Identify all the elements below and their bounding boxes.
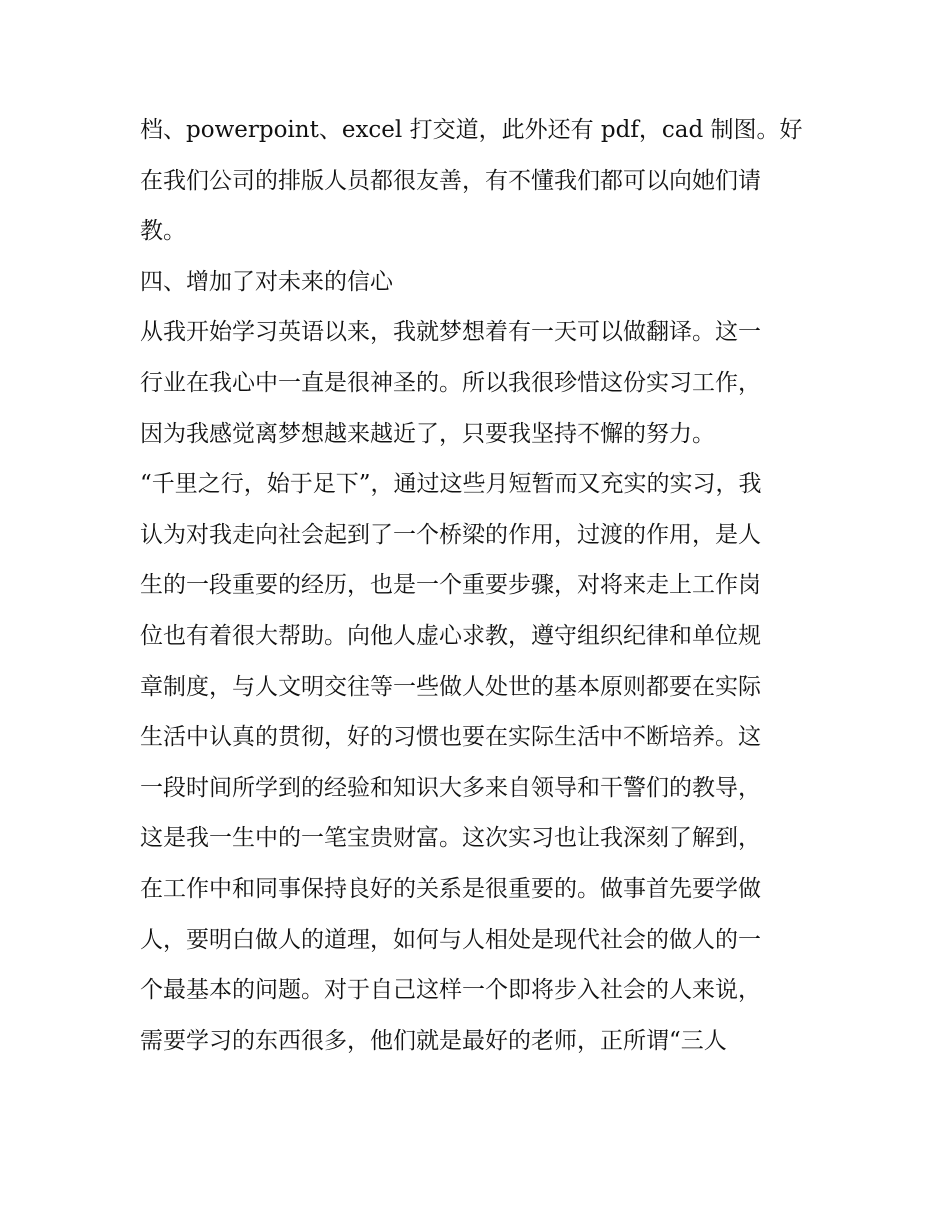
text-line: 生活中认真的贯彻，好的习惯也要在实际生活中不断培养。这 <box>140 724 761 751</box>
text-line: 档、powerpoint、excel 打交道，此外还有 pdf，cad 制图。好 <box>140 117 803 143</box>
text-line: 这是我一生中的一笔宝贵财富。这次实习也让我深刻了解到， <box>140 825 761 852</box>
text-line: 需要学习的东西很多，他们就是最好的老师，正所谓“三人 <box>140 1027 727 1054</box>
text-line: 生的一段重要的经历，也是一个重要步骤，对将来走上工作岗 <box>140 572 761 599</box>
text-line: 在工作中和同事保持良好的关系是很重要的。做事首先要学做 <box>140 875 761 902</box>
section-heading: 四、增加了对未来的信心 <box>140 268 393 295</box>
text-line: 从我开始学习英语以来，我就梦想着有一天可以做翻译。这一 <box>140 319 761 346</box>
text-line: 在我们公司的排版人员都很友善，有不懂我们都可以向她们请 <box>140 167 761 194</box>
text-line: 因为我感觉离梦想越来越近了，只要我坚持不懈的努力。 <box>140 420 715 447</box>
text-line: 一段时间所学到的经验和知识大多来自领导和干警们的教导， <box>140 774 761 801</box>
body-text <box>140 105 820 1066</box>
text-line: 章制度，与人文明交往等一些做人处世的基本原则都要在实际 <box>140 673 761 700</box>
text-line: 认为对我走向社会起到了一个桥梁的作用，过渡的作用，是人 <box>140 521 761 548</box>
text-line: 教。 <box>140 218 186 245</box>
text-line: 行业在我心中一直是很神圣的。所以我很珍惜这份实习工作， <box>140 369 761 396</box>
text-line: 个最基本的问题。对于自己这样一个即将步入社会的人来说， <box>140 977 761 1004</box>
text-line: “千里之行，始于足下”，通过这些月短暂而又充实的实习，我 <box>140 471 762 498</box>
text-line: 位也有着很大帮助。向他人虚心求教，遵守组织纪律和单位规 <box>140 622 761 649</box>
text-line: 人，要明白做人的道理，如何与人相处是现代社会的做人的一 <box>140 926 761 953</box>
